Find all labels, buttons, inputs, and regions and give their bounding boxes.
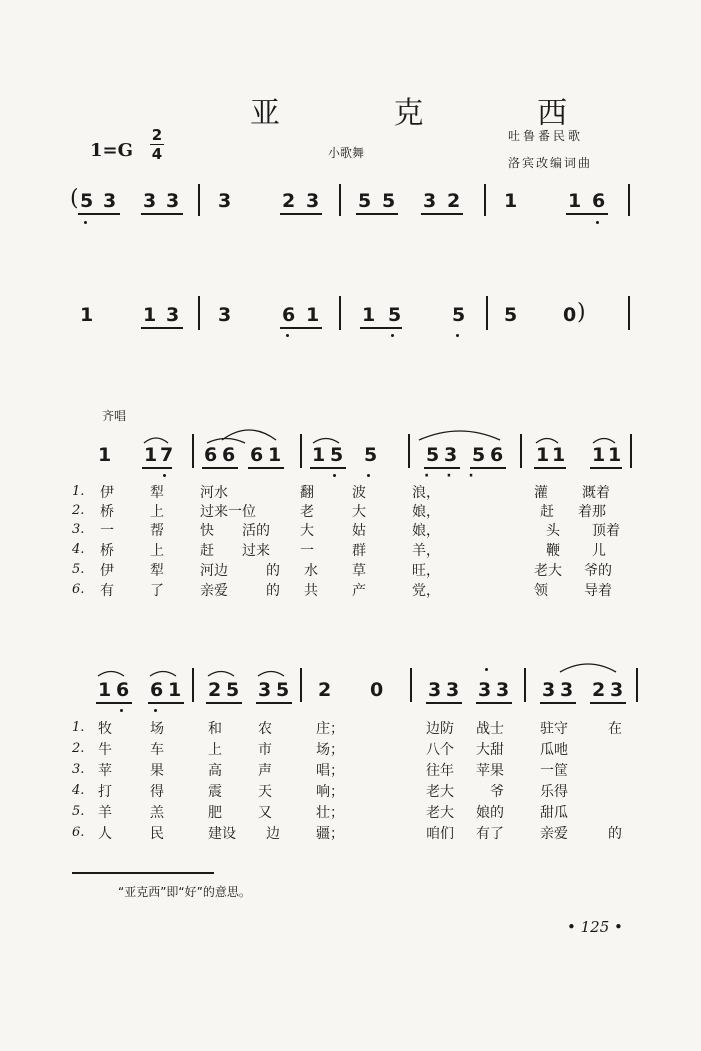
lyric: 水 (304, 563, 318, 579)
lyric: 爷的 (584, 563, 612, 579)
note: 5 (226, 679, 240, 701)
beam (202, 467, 238, 469)
note: 6 (592, 190, 606, 212)
note: 5 (426, 444, 440, 466)
beam (540, 702, 576, 704)
lyric: 边防 (426, 721, 454, 737)
lyric: 群 (352, 543, 366, 559)
barline (524, 668, 526, 702)
lyric: 人 (98, 826, 112, 842)
verse-number: 3. (72, 762, 85, 777)
lyric: 鞭 (546, 543, 560, 559)
lyric: 老 (300, 504, 314, 520)
lyric: 大 (300, 523, 314, 539)
lyric: 上 (150, 504, 164, 520)
lyric: 场； (316, 742, 344, 758)
lyric: 又 (258, 805, 272, 821)
lyric: 边 (266, 826, 280, 842)
note: 7 (160, 444, 174, 466)
note: 5 (382, 190, 396, 212)
note: 3 (444, 444, 458, 466)
lyric: 过来 (242, 543, 270, 559)
verse-number: 4. (72, 783, 85, 798)
beam (206, 702, 242, 704)
note: 1 (568, 190, 582, 212)
lyric: 旺， (412, 563, 440, 579)
time-signature-denominator: 4 (151, 145, 163, 163)
note: 1 (312, 444, 326, 466)
lyric: 老大 (426, 805, 454, 821)
lyric: 赶 (540, 504, 554, 520)
lyric: 上 (208, 742, 222, 758)
beam (476, 702, 512, 704)
slur (208, 672, 234, 677)
note: 3 (166, 190, 180, 212)
note: 1 (592, 444, 606, 466)
note: 1 (268, 444, 282, 466)
note: 1 (144, 444, 158, 466)
lyric: 桥 (100, 504, 114, 520)
note: 1 (362, 304, 376, 326)
lyric: 顶着 (592, 523, 620, 539)
lyric: 桥 (100, 543, 114, 559)
lyric: 咱们 (426, 826, 454, 842)
style-label: 小歌舞 (328, 146, 365, 160)
lyric: 老大 (426, 784, 454, 800)
note: 3 (166, 304, 180, 326)
lyric: 一筐 (540, 763, 568, 779)
note: 5 (388, 304, 402, 326)
low-dot (367, 474, 370, 477)
verse-number: 1. (72, 720, 85, 735)
slur (150, 672, 176, 677)
lyric: 导着 (584, 583, 612, 599)
slur (313, 439, 339, 444)
lyric: 草 (352, 563, 366, 579)
lyric: 和 (208, 721, 222, 737)
lyric: 伊 (100, 485, 114, 501)
lyric: 共 (304, 583, 318, 599)
note: 3 (610, 679, 624, 701)
note: 6 (222, 444, 236, 466)
beam (142, 467, 172, 469)
slur (593, 439, 615, 444)
lyric: 过来一位 (200, 504, 256, 520)
beam (96, 702, 132, 704)
note: 3 (446, 679, 460, 701)
barline (300, 434, 302, 468)
lyric: 唱； (316, 763, 344, 779)
lyric: 犁 (150, 485, 164, 501)
barline (630, 434, 632, 468)
lyric: 甜瓜 (540, 805, 568, 821)
slur (258, 672, 284, 677)
lyric: 车 (150, 742, 164, 758)
low-dot (154, 709, 157, 712)
barline (300, 668, 302, 702)
note: 2 (447, 190, 461, 212)
beam (590, 467, 622, 469)
note: 5 (358, 190, 372, 212)
lyric: 苹 (98, 763, 112, 779)
lyric: 民 (150, 826, 164, 842)
lyric: 赶 (200, 543, 214, 559)
note: 3 (478, 679, 492, 701)
lyric: 声 (258, 763, 272, 779)
lyric: 领 (534, 583, 548, 599)
note: 1 (536, 444, 550, 466)
lyric: 河水 (200, 485, 228, 501)
note: 3 (560, 679, 574, 701)
lyric: 的 (266, 563, 280, 579)
lyric: 牛 (98, 742, 112, 758)
beam (590, 702, 626, 704)
close-paren: ) (577, 300, 586, 325)
lyric: 灌 (534, 485, 548, 501)
note: 6 (282, 304, 296, 326)
note: 5 (276, 679, 290, 701)
footnote-rule (72, 872, 214, 874)
low-dots: · · · (424, 468, 480, 484)
lyric: 有 (100, 583, 114, 599)
lyric: 疆； (316, 826, 344, 842)
note: 6 (116, 679, 130, 701)
open-paren: ( (70, 186, 79, 211)
lyric: 羊 (98, 805, 112, 821)
note: 3 (496, 679, 510, 701)
lyric: 波 (352, 485, 366, 501)
note: 1 (143, 304, 157, 326)
note: 3 (428, 679, 442, 701)
barline (192, 434, 194, 468)
lyric: 产 (352, 583, 366, 599)
verse-number: 2. (72, 741, 85, 756)
high-dot (485, 668, 488, 671)
lyric: 庄； (316, 721, 344, 737)
beam (256, 702, 292, 704)
lyric: 犁 (150, 563, 164, 579)
low-dot (120, 709, 123, 712)
lyric: 建设 (208, 826, 236, 842)
note: 1 (608, 444, 622, 466)
note: 1 (504, 190, 518, 212)
note: 2 (592, 679, 606, 701)
lyric: 的 (266, 583, 280, 599)
verse-number: 5. (72, 562, 85, 577)
slur (207, 439, 245, 444)
barline (520, 434, 522, 468)
note: 3 (306, 190, 320, 212)
verse-number: 5. (72, 804, 85, 819)
arranger-label: 洛宾改编词曲 (508, 156, 593, 170)
lyric: 一 (100, 523, 114, 539)
barline (636, 668, 638, 702)
beam (426, 702, 462, 704)
note: 3 (218, 304, 232, 326)
lyric: 上 (150, 543, 164, 559)
beam (248, 467, 284, 469)
lyric: 震 (208, 784, 222, 800)
lyric: 娘， (412, 504, 440, 520)
lyric: 羊， (412, 543, 440, 559)
slur (98, 672, 124, 677)
lyric: 着那 (578, 504, 606, 520)
lyric: 娘， (412, 523, 440, 539)
note: 5 (452, 304, 466, 326)
lyric: 有了 (476, 826, 504, 842)
note: 1 (168, 679, 182, 701)
lyric: 伊 (100, 563, 114, 579)
lyric: 得 (150, 784, 164, 800)
lyric: 娘的 (476, 805, 504, 821)
low-dot (163, 474, 166, 477)
lyric: 大 (352, 504, 366, 520)
verse-number: 4. (72, 542, 85, 557)
note: 1 (306, 304, 320, 326)
lyric: 的 (608, 826, 622, 842)
lyric: 肥 (208, 805, 222, 821)
singing-mode-label: 齐唱 (102, 409, 127, 423)
lyric: 驻守 (540, 721, 568, 737)
lyric: 打 (98, 784, 112, 800)
note: 6 (490, 444, 504, 466)
barline (410, 668, 412, 702)
lyric: 战士 (476, 721, 504, 737)
note: 5 (330, 444, 344, 466)
note: 1 (98, 679, 112, 701)
note: 2 (282, 190, 296, 212)
key-signature: 1=G (90, 140, 133, 161)
barline (192, 668, 194, 702)
note: 6 (250, 444, 264, 466)
lyric: 天 (258, 784, 272, 800)
lyric: 响； (316, 784, 344, 800)
lyric: 场 (150, 721, 164, 737)
beam (534, 467, 566, 469)
lyric: 翻 (300, 485, 314, 501)
note: 5 (80, 190, 94, 212)
lyric: 果 (150, 763, 164, 779)
low-dot (333, 474, 336, 477)
lyric: 浪， (412, 485, 440, 501)
lyric: 快 (200, 523, 214, 539)
lyric: 党， (412, 583, 440, 599)
lyric: 壮； (316, 805, 344, 821)
lyric: 苹果 (476, 763, 504, 779)
lyric: 一 (300, 543, 314, 559)
note: 3 (103, 190, 117, 212)
lyric: 农 (258, 721, 272, 737)
note: 5 (364, 444, 378, 466)
verse-number: 6. (72, 582, 85, 597)
source-label: 吐鲁番民歌 (508, 129, 584, 143)
lyric: 牧 (98, 721, 112, 737)
lyric: 在 (608, 721, 622, 737)
verse-number: 2. (72, 503, 85, 518)
lyric: 瓜吔 (540, 742, 568, 758)
verse-number: 3. (72, 522, 85, 537)
note: 6 (150, 679, 164, 701)
note: 2 (208, 679, 222, 701)
note: 3 (258, 679, 272, 701)
lyric: 市 (258, 742, 272, 758)
beam (310, 467, 346, 469)
lyric: 头 (546, 523, 560, 539)
note: 3 (542, 679, 556, 701)
note: 5 (472, 444, 486, 466)
note: 1 (80, 304, 94, 326)
lyric: 羔 (150, 805, 164, 821)
lyric: 大甜 (476, 742, 504, 758)
note: 6 (204, 444, 218, 466)
note: 3 (218, 190, 232, 212)
barline (408, 434, 410, 468)
note: 1 (98, 444, 112, 466)
slur (560, 664, 616, 672)
note: 0 (370, 679, 384, 701)
lyric: 儿 (592, 543, 606, 559)
lyric: 爷 (490, 784, 504, 800)
lyric: 了 (150, 583, 164, 599)
lyric: 亲爱 (540, 826, 568, 842)
lyric: 姑 (352, 523, 366, 539)
note: 1 (552, 444, 566, 466)
note: 3 (143, 190, 157, 212)
slur (419, 431, 500, 440)
verse-number: 1. (72, 484, 85, 499)
beam (148, 702, 184, 704)
lyric: 八个 (426, 742, 454, 758)
lyric: 往年 (426, 763, 454, 779)
lyric: 河边 (200, 563, 228, 579)
slur (536, 439, 558, 444)
lyric: 溉着 (582, 485, 610, 501)
lyric: 亲爱 (200, 583, 228, 599)
note: 0 (563, 304, 577, 326)
lyric: 帮 (150, 523, 164, 539)
page-number: • 125 • (567, 918, 623, 936)
verse-number: 6. (72, 825, 85, 840)
time-signature-numerator: 2 (151, 126, 163, 144)
lyric: 活的 (242, 523, 270, 539)
note: 2 (318, 679, 332, 701)
note: 3 (423, 190, 437, 212)
song-title: 亚 克 西 (250, 96, 620, 131)
slur (144, 438, 168, 443)
lyric: 高 (208, 763, 222, 779)
lyric: 老大 (534, 563, 562, 579)
footnote: “亚克西”即“好”的意思。 (118, 885, 251, 899)
note: 5 (504, 304, 518, 326)
lyric: 乐得 (540, 784, 568, 800)
